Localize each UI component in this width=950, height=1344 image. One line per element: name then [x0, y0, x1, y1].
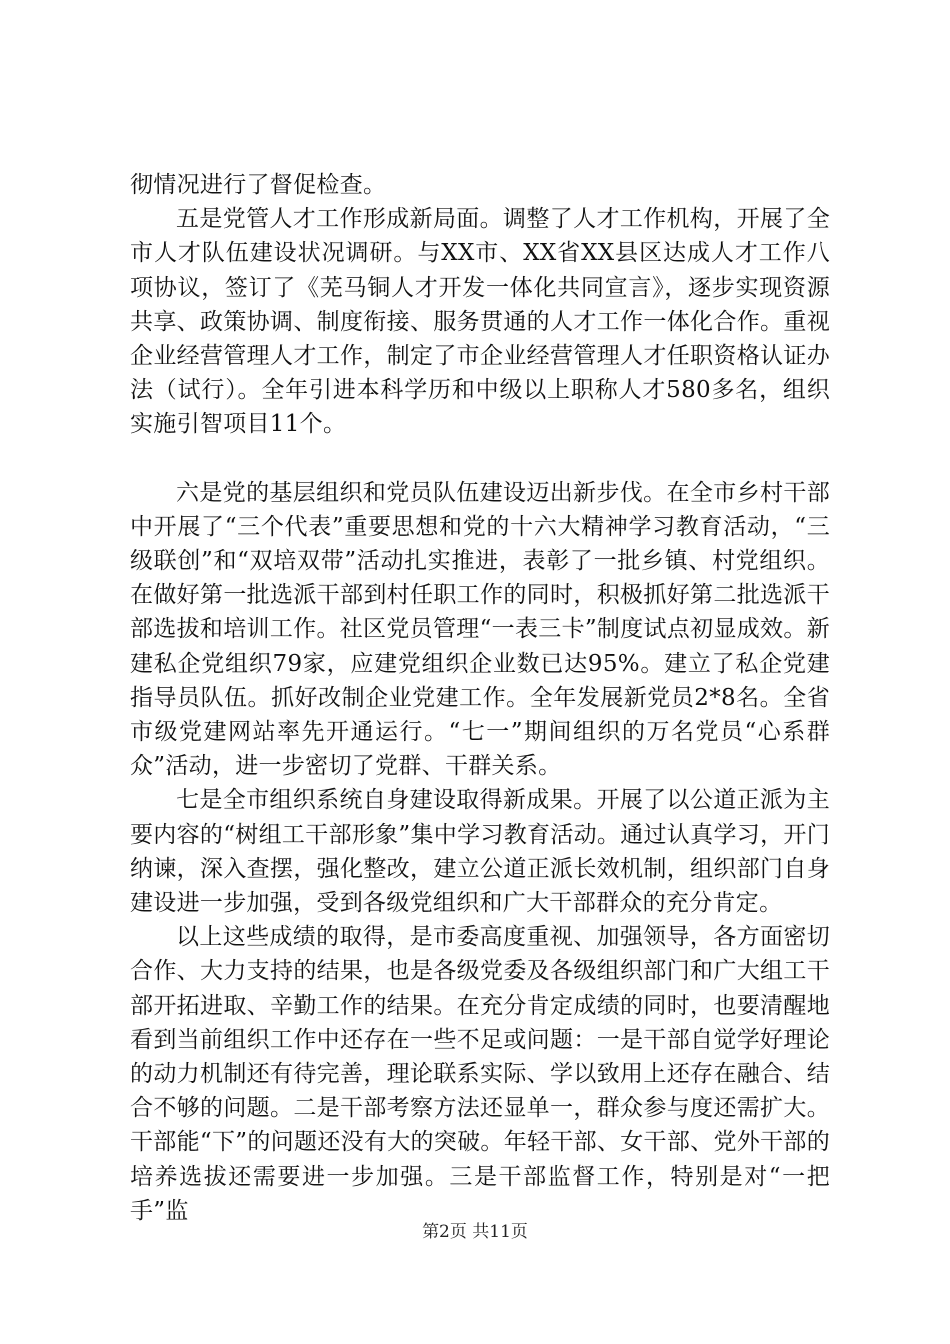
- paragraph-system-building: 七是全市组织系统自身建设取得新成果。开展了以公道正派为主要内容的“树组工干部形象”集中学习教育活动。通过认真学习，开门纳谏，深入查摆，强化整改，建立公道正派长效机制，组织部门自身建设进一步加强，受到各级党组织和广大干部群众的充分肯定。: [130, 787, 830, 917]
- paragraph-spacer: [130, 442, 830, 476]
- page-number-footer: 第2页 共11页: [422, 1222, 528, 1242]
- document-body: [130, 168, 830, 1228]
- paragraph-continuation: 彻情况进行了督促检查。: [130, 172, 387, 198]
- paragraph-talent-work: 五是党管人才工作形成新局面。调整了人才工作机构，开展了全市人才队伍建设状况调研。与XX市、XX省XX县区达成人才工作八项协议，签订了《芜马铜人才开发一体化共同宣言》，逐步实现资源共享、政策协调、制度衔接、服务贯通的人才工作一体化合作。重视企业经营管理人才工作，制定了市企业经营管理人才任职资格认证办法（试行）。全年引进本科学历和中级以上职称人才580多名，组织实施引智项目11个。: [130, 206, 830, 438]
- paragraph-grassroots-organization: 六是党的基层组织和党员队伍建设迈出新步伐。在全市乡村干部中开展了“三个代表”重要思想和党的十六大精神学习教育活动，“三级联创”和“双培双带”活动扎实推进，表彰了一批乡镇、村党组织。在做好第一批选派干部到村任职工作的同时，积极抓好第二批选派干部选拔和培训工作。社区党员管理“一表三卡”制度试点初显成效。新建私企党组织79家，应建党组织企业数已达95%。建立了私企党建指导员队伍。抓好改制企业党建工作。全年发展新党员2*8名。全省市级党建网站率先开通运行。“七一”期间组织的万名党员“心系群众”活动，进一步密切了党群、干群关系。: [130, 479, 830, 780]
- paragraph-achievements-and-issues: 以上这些成绩的取得，是市委高度重视、加强领导，各方面密切合作、大力支持的结果，也是各级党委及各级组织部门和广大组工干部开拓进取、辛勤工作的结果。在充分肯定成绩的同时，也要清醒地看到当前组织工作中还存在一些不足或问题：一是干部自觉学好理论的动力机制还有待完善，理论联系实际、学以致用上还存在融合、结合不够的问题。二是干部考察方法还显单一，群众参与度还需扩大。干部能“下”的问题还没有大的突破。年轻干部、女干部、党外干部的培养选拔还需要进一步加强。三是干部监督工作，特别是对“一把手”监: [130, 924, 830, 1224]
